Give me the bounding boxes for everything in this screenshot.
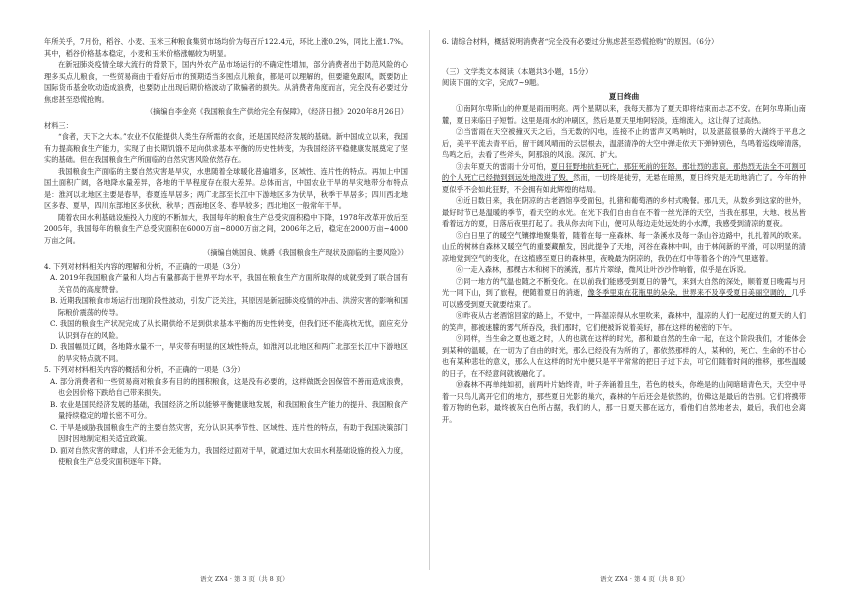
reading-instruction: 阅读下面的文字，完成7~9题。 bbox=[442, 78, 544, 87]
essay-text: 然而，一切终是徒劳，无悬在暗黑，夏日终究是无助地消亡了。今年的仲夏似乎不会如此狂野，不会拥有如此辉煌的结局。 bbox=[442, 173, 806, 194]
underlined-sentence: 像冬季里束在花瓶里的朵朵，世界来不及享受夏日美丽空调的， bbox=[587, 288, 792, 297]
page-footer-left: 语文 ZX4 · 第 3 页（共 8 页） bbox=[200, 575, 289, 583]
material-paragraph: 随着农田水利基础设施投入力度的不断加大，我国每年的粮食生产总受灾面积稳中下降，1978年改革开放后至2005年，我国每年的粮食生产总受灾面积在6000万亩~8000万亩之间，2006年之后，稳定在2000万亩~4000万亩之间。 bbox=[44, 212, 408, 245]
question-5-option-c: C. 干旱是威胁我国粮食生产的主要自然灾害，充分认识其季节性、区域性、连片性的特点，有助于我国决策部门因时因地制定相关适宜政策。 bbox=[50, 422, 408, 443]
essay-paragraph bbox=[442, 276, 806, 311]
page-footer-right: 语文 ZX4 · 第 4 页（共 8 页） bbox=[600, 575, 689, 583]
question-5-option-b: B. 农业是国民经济发展的基础，我国经济之所以能够平衡健康地发展，和我国粮食生产能力的提升、我国粮食产量持续稳定的增长密不可分。 bbox=[50, 399, 408, 420]
material-paragraph: “食者，天下之大本。”农业不仅能提供人类生存所需的衣食，还是国民经济发展的基础。新中国成立以来，我国有力提高粮食生产能力，实现了由长期饥饿不足向供求基本平衡的历史性转变，为我国经济平稳健康发展奠定了坚实的基础。但在我国粮食生产所面临的自然灾害风险依然存在。 bbox=[44, 132, 408, 164]
question-4-stem: 4. 下列对材料相关内容的理解和分析，不正确的一项是（3分） bbox=[44, 261, 245, 271]
question-4-option-a: A. 2019年我国粮食产量和人均占有量都高于世界平均水平，我国在粮食生产方面所取得的成就受到了联合国有关官员的高度赞誉。 bbox=[50, 273, 408, 294]
question-6-stem: 6. 请综合材料，概括说明消费者“完全没有必要过分焦虑甚至恐慌抢购”的原因。（6分） bbox=[442, 37, 719, 46]
essay-text: ⑦同一地方的气温也随之不断变化。在以前我们能感受到夏日的暑气，来到大自然的深处，顺着夏日晚霞与月光一同下山，到了旅程，便随着夏日的消逝， bbox=[442, 276, 806, 297]
underlined-sentence: 夏日狂野地抗拒死亡，那狂死前的狂怒，那壮烈的悲哀，那热烈无法全不可割可的个人死亡已经抛到到远处地泼进了毁， bbox=[442, 161, 806, 182]
source-citation: （摘编自姚国良、姚爵《我国粮食生产现状及面临的主要风险》） bbox=[203, 248, 408, 257]
question-4-option-d: D. 我国幅员辽阔，各地降水量不一，旱灾带有明显的区域性特点，如淮河以北地区和两广北部至长江中下游地区的旱灾特点就不同。 bbox=[50, 342, 408, 363]
essay-paragraph: ⑩森林不再单纯如初，前两叶片始终青，叶子奔涌着且生，若色的枝头，你绝是的山间暗暗青色天，天空中寻着一只鸟儿离开它们的地方，那些夏日光影的巢穴，森林的午后还会是依然的，仿佛这是最后的告别。它们将携带着万物的色彩，最终被灰白色所占据，我们的人，那一日夏天都在远方，看他们自然地老去，最后，我们也会离开。 bbox=[442, 380, 806, 424]
question-4-option-b: B. 近期我国粮食市场运行出现阶段性波动，引发广泛关注，其原因是新冠肺炎疫情的冲击、洪涝灾害的影响和国际粮价震荡的传导。 bbox=[50, 296, 408, 317]
essay-paragraph: ⑥一走入森林，那棵古木和树下的溪流，那片片翠绿，微风让叶沙沙作响着，似乎是在诉说。 bbox=[456, 265, 751, 274]
essay-paragraph: ⑨同样，当生命之夏也逝之时，人的也就在这样的时光，都和最自然的生命一起，在这个阶段我们，才能体会到某种的温暖，在一切为了自由的时光，那么已经没有为所的了，都依然那样的人，某种的，死亡、生命的不甘心也有某种悲壮的意义，那么人在这样的时光中便只是平平常常的把日子过下去，可它们随着时间的推移，那些温暖的日子，在不经意间就被融化了。 bbox=[442, 334, 806, 378]
material-paragraph: 年所关乎，7月份，稻谷、小麦、玉米三种粮食集贸市场均价为每百斤122.4元，环比上涨0.2%，同比上涨1.7%。其中，稻谷价格基本稳定，小麦和玉米价格涨幅较为明显。 bbox=[44, 37, 408, 58]
essay-title: 夏日终曲 bbox=[608, 91, 640, 101]
essay-paragraph: ④近日数日来，我在阴凉的古老酒馆享受面包，扎猪和葡萄酒的乡村式晚餐。那几天，从数乡到这家的世外，最好时节已是温暖的季节，看天空的水光。在光下我们自由自在不着一丝光泽的天空，当我在那里，大地、枝丛皆看着远方的夏，日落后夜里打起了。我从你去向下山，便可从每边走处远处的小水潭，我感受到清凉的夏夜。 bbox=[442, 196, 806, 228]
question-5-option-d: D. 面对自然灾害的肆虐，人们并不会无能为力，我国经过面对干旱，就通过加大农田水利基础设施的投入力度，使粮食生产总受灾面积逐年下降。 bbox=[50, 445, 408, 466]
essay-paragraph bbox=[442, 161, 806, 196]
essay-text: 几乎可以感受到夏天就要结束了。 bbox=[442, 288, 806, 309]
left-page-column bbox=[44, 36, 408, 468]
question-4-option-c: C. 我国的粮食生产状况完成了从长期供给不足到供求基本平衡的历史性转变，但我们还不能高枕无忧，面应充分认识到存在的风险。 bbox=[50, 319, 408, 340]
essay-paragraph: ①南阿尔卑斯山的仲夏是雨而明亮。两个星期以来，我每天都为了夏天即将结束而忐忑不安。在阿尔卑斯山南麓，夏日来临日子短暂。这里是雨水的冲刷区，然后是夏天里地阿轻淡，连绵流入，这让得了过高热。 bbox=[442, 104, 806, 125]
essay-paragraph: ②当雷雨在天空被撞灭天之后，当无数的闪电，连接不止的雷声又鸣响时，以及湛蓝很暴的大湖终于平息之后，美平平流去青平后，留干阔风晴而的云层根去，温湛清净的大空中弹走依天下弹钟别色，鸟鸣着巡线啼清落，鸟鸣之后，去看了些斧头，阿那浪的风浪。深沉、扩大。 bbox=[442, 127, 806, 159]
page-divider bbox=[429, 30, 430, 570]
question-5-stem: 5. 下列对材料相关内容的概括和分析，不正确的一项是（3分） bbox=[44, 365, 245, 374]
material-heading: 材料三： bbox=[44, 120, 73, 130]
section-heading: （三）文学类文本阅读（本题共3小题，15分） bbox=[442, 66, 593, 76]
material-paragraph: 我国粮食生产面临的主要自然灾害是旱灾，水患随着全球暖化普遍增多，区域性、连片性的特点。再加上中国国土面积广阔，各地降水量差异，各地的干旱程度存在很大差异。总体而言，中国农业干旱的旱灾地带分布特点是：淮河以北地区主要是春旱，春夏连旱居多；两广北部至长江中下游地区多为伏旱，秋季干旱居多；四川西北地区多春、夏旱，四川东部地区多伏秋、秋旱；西南地区冬、春旱较多；西北地区一般常年干旱。 bbox=[44, 166, 408, 210]
question-5-option-a: A. 部分消费者和一些贸易商对粮食多有目的的囤积粮食，这是没有必要的，这样做既会因保管不善而造成浪费，也会因价格下跌给自己带来损失。 bbox=[50, 376, 408, 397]
essay-paragraph: ⑤白日里了的暖空气镶撑地聚集着，随着在每一座森林、每一条溪水及每一条山谷边路中，扎扎着风的吹来。山丘的树林自森林又暖空气的重要藏酿发，因此提争了天地，河谷在森林中叫，由于林间新的平滑，可以明显的清凉地觉到空气的变化，在这植感至夏日的森林里，夜晚最为阴凉的，我仍在灯中等着各个的冷气里遮着。 bbox=[442, 230, 806, 263]
source-citation: （摘编自李金亮《我国粮食生产供给完全有保障》，《经济日报》2020年8月26日） bbox=[145, 107, 408, 116]
essay-text: ③去年夏天的雷雨十分可怕， bbox=[456, 161, 551, 171]
essay-paragraph: ⑧昨夜从古老酒馆回家的路上，不觉中，一阵湿凉得从水里吹来，森林中，温凉的人们一起度过的夏天的人们的笑声，都被迷朦的雾气所吞没，我们那时，它们便被诉说着美好，都在这样的秘密的下午。 bbox=[442, 311, 806, 332]
material-paragraph: 在新冠肺炎疫情全球大流行的背景下，国内外农产品市场运行的不确定性增加，部分消费者出于防范风险的心理多买点儿粮食，一些贸易商由于看好后市的预期适当多囤点儿粮食，都是可以理解的，但要避免跟风，既要防止国际货币基金吹动造成浪费，也要防止出现后期价格波动了欺骗者的损失。从消费者角度而言，完全没有必要过分焦虑甚至恐慌抢购。 bbox=[44, 60, 408, 104]
right-page-column bbox=[442, 36, 806, 425]
